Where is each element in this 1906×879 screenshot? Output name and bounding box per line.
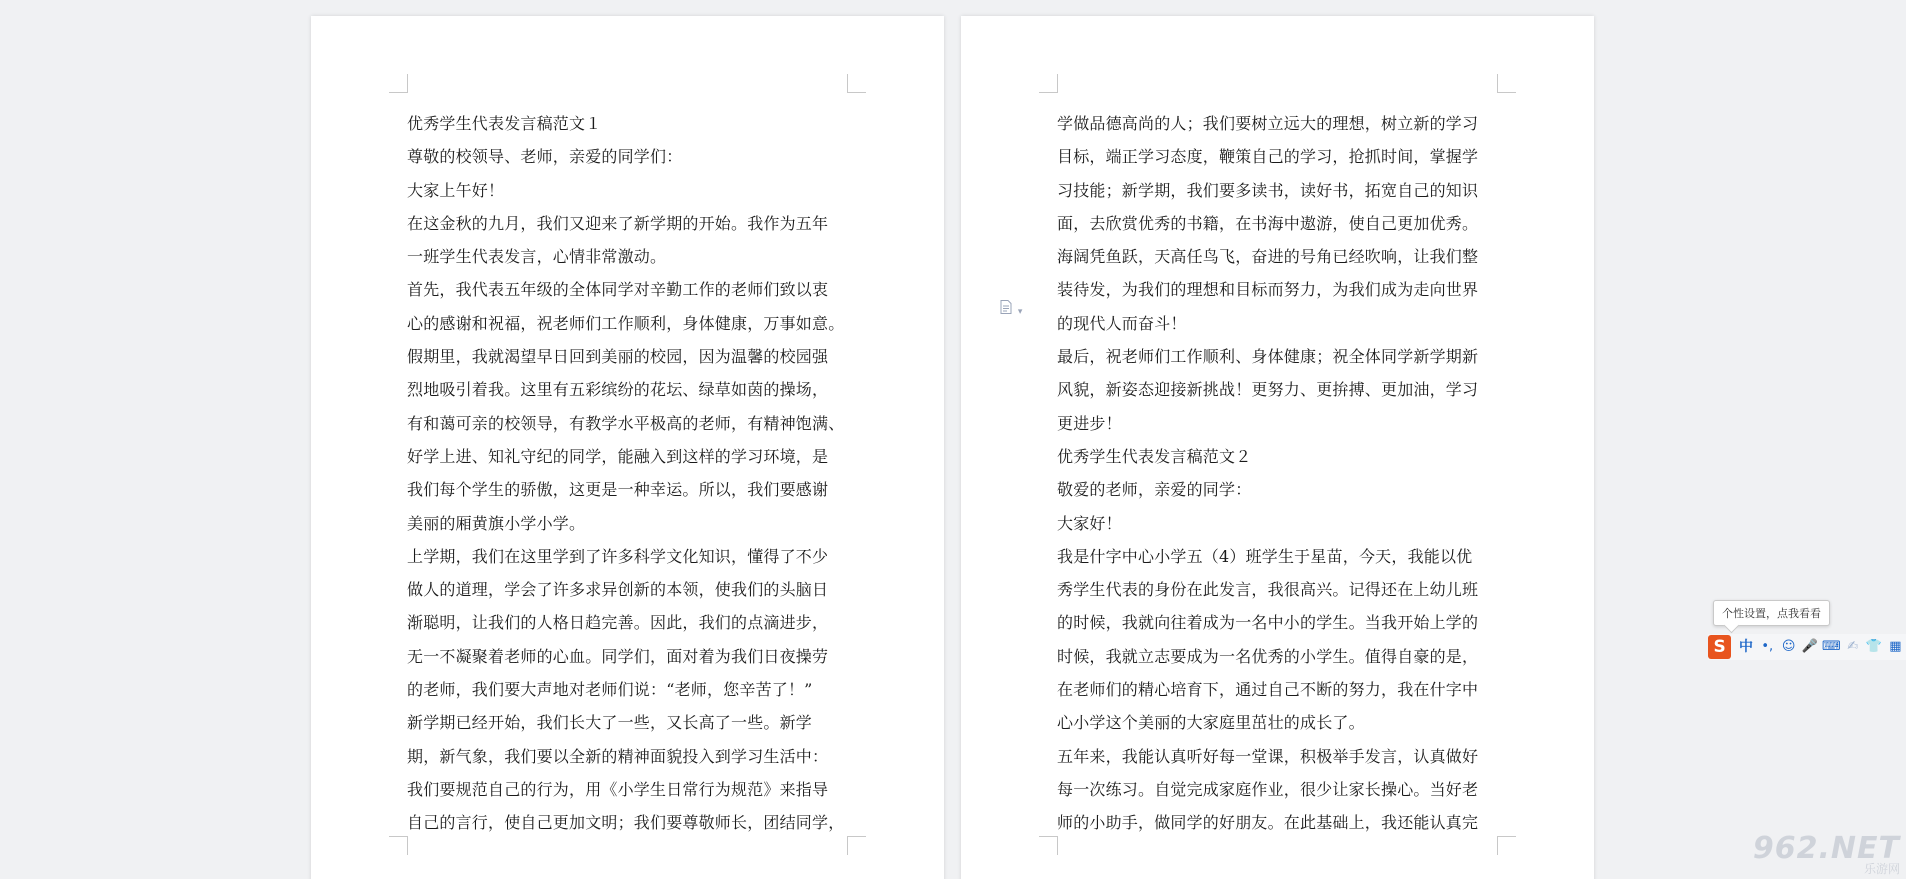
paragraph-layout-marker[interactable]: [1000, 300, 1022, 317]
text-line: 更进步！: [1057, 413, 1122, 433]
skin-icon[interactable]: 👕: [1865, 639, 1883, 654]
watermark-subtitle: 乐游网: [1863, 862, 1900, 876]
margin-corner-top-left: [1039, 74, 1058, 93]
text-line: 有和蔼可亲的校领导，有教学水平极高的老师，有精神饱满、: [407, 413, 845, 433]
chevron-down-icon: ▾: [1017, 307, 1023, 317]
ime-mode-toggle[interactable]: 中: [1738, 639, 1753, 655]
sogou-logo-icon[interactable]: S: [1708, 635, 1731, 659]
text-line: 大家上午好！: [407, 180, 505, 200]
text-line: 心的感谢和祝福，祝老师们工作顺利，身体健康，万事如意。: [407, 313, 845, 333]
text-line: 做人的道理，学会了许多求异创新的本领，使我们的头脑日: [407, 580, 829, 600]
text-line: 心小学这个美丽的大家庭里茁壮的成长了。: [1057, 713, 1365, 733]
text-line: 学做品德高尚的人；我们要树立远大的理想，树立新的学习: [1057, 114, 1479, 133]
text-line: 敬爱的老师，亲爱的同学：: [1057, 480, 1252, 500]
margin-corner-bottom-right: [847, 836, 866, 855]
text-line: 新学期已经开始，我们长大了一些，又长高了一些。新学: [407, 713, 813, 733]
text-line: 首先，我代表五年级的全体同学对辛勤工作的老师们致以衷: [407, 280, 829, 300]
text-line: 每一次练习。自觉完成家庭作业，很少让家长操心。当好老: [1057, 779, 1479, 799]
text-line: 秀学生代表的身份在此发言，我很高兴。记得还在上幼儿班: [1057, 580, 1479, 600]
text-line: 时候，我就立志要成为一名优秀的小学生。值得自豪的是，: [1057, 646, 1479, 666]
text-line: 上学期，我们在这里学到了许多科学文化知识，懂得了不少: [407, 546, 829, 566]
text-line: 的时候，我就向往着成为一名中小的学生。当我开始上学的: [1057, 613, 1479, 633]
text-line: 在老师们的精心培育下，通过自己不断的努力，我在什字中: [1057, 680, 1479, 700]
text-line: 的老师，我们要大声地对老师们说：“老师，您辛苦了！”: [407, 680, 813, 700]
text-line: 我们每个学生的骄傲，这更是一种幸运。所以，我们要感谢: [407, 480, 829, 500]
text-line: 海阔凭鱼跃，天高任鸟飞，奋进的号角已经吹响，让我们整: [1057, 247, 1479, 267]
margin-corner-top-right: [847, 74, 866, 93]
text-line: 尊敬的校领导、老师，亲爱的同学们：: [407, 147, 683, 167]
ime-settings-tooltip: 个性设置，点我看看: [1713, 600, 1830, 626]
text-line: 假期里，我就渴望早日回到美丽的校园，因为温馨的校园强: [407, 347, 829, 367]
handwriting-icon[interactable]: ✍: [1847, 639, 1859, 654]
watermark-logo-text: 962.NET: [1752, 831, 1900, 866]
text-line: 好学上进、知礼守纪的同学，能融入到这样的学习环境，是: [407, 446, 829, 466]
text-line: 面，去欣赏优秀的书籍，在书海中遨游，使自己更加优秀。: [1057, 213, 1479, 233]
document-page-2[interactable]: [961, 16, 1594, 879]
page-2-text-body[interactable]: [1057, 107, 1498, 840]
margin-corner-bottom-left: [1039, 836, 1058, 855]
margin-corner-top-right: [1497, 74, 1516, 93]
text-line: 的现代人而奋斗！: [1057, 313, 1187, 333]
punctuation-toggle-icon[interactable]: •,: [1761, 639, 1774, 654]
text-line: 最后，祝老师们工作顺利、身体健康；祝全体同学新学期新: [1057, 347, 1479, 367]
text-line: 我们要规范自己的行为，用《小学生日常行为规范》来指导: [407, 779, 829, 799]
page-1-text-body[interactable]: [407, 107, 848, 840]
text-line: 期，新气象，我们要以全新的精神面貌投入到学习生活中：: [407, 746, 829, 766]
text-line: 师的小助手，做同学的好朋友。在此基础上，我还能认真完: [1057, 813, 1479, 833]
document-icon: [1000, 303, 1016, 317]
text-line: 无一不凝聚着老师的心血。同学们，面对着为我们日夜操劳: [407, 646, 829, 666]
site-watermark: [1752, 831, 1900, 877]
microphone-icon[interactable]: 🎤: [1801, 639, 1819, 654]
sogou-ime-toolbar[interactable]: [1708, 634, 1906, 660]
text-line: 烈地吸引着我。这里有五彩缤纷的花坛、绿草如茵的操场，: [407, 380, 829, 400]
margin-corner-bottom-right: [1497, 836, 1516, 855]
margin-corner-top-left: [389, 74, 408, 93]
text-line: 美丽的厢黄旗小学小学。: [407, 513, 586, 533]
text-line: 风貌，新姿态迎接新挑战！更努力、更拚搏、更加油，学习: [1057, 380, 1479, 400]
keyboard-icon[interactable]: ⌨: [1821, 639, 1841, 654]
text-line: 装待发，为我们的理想和目标而努力，为我们成为走向世界: [1057, 280, 1479, 300]
text-line: 大家好！: [1057, 513, 1122, 533]
emoji-icon[interactable]: ☺: [1781, 639, 1796, 654]
text-line: 优秀学生代表发言稿范文１: [407, 114, 602, 133]
text-line: 优秀学生代表发言稿范文２: [1057, 446, 1252, 466]
document-page-1[interactable]: [311, 16, 944, 879]
margin-corner-bottom-left: [389, 836, 408, 855]
text-line: 渐聪明，让我们的人格日趋完善。因此，我们的点滴进步，: [407, 613, 829, 633]
text-line: 自己的言行，使自己更加文明；我们要尊敬师长，团结同学，: [407, 813, 845, 833]
text-line: 我是什字中心小学五（4）班学生于星苗，今天，我能以优: [1057, 546, 1473, 566]
text-line: 习技能；新学期，我们要多读书，读好书，拓宽自己的知识: [1057, 180, 1479, 200]
text-line: 目标，端正学习态度，鞭策自己的学习，抢抓时间，掌握学: [1057, 147, 1479, 167]
text-line: 在这金秋的九月，我们又迎来了新学期的开始。我作为五年: [407, 213, 829, 233]
toolbox-icon[interactable]: ▦: [1889, 639, 1902, 654]
text-line: 五年来，我能认真听好每一堂课，积极举手发言，认真做好: [1057, 746, 1479, 766]
text-line: 一班学生代表发言，心情非常激动。: [407, 247, 667, 267]
